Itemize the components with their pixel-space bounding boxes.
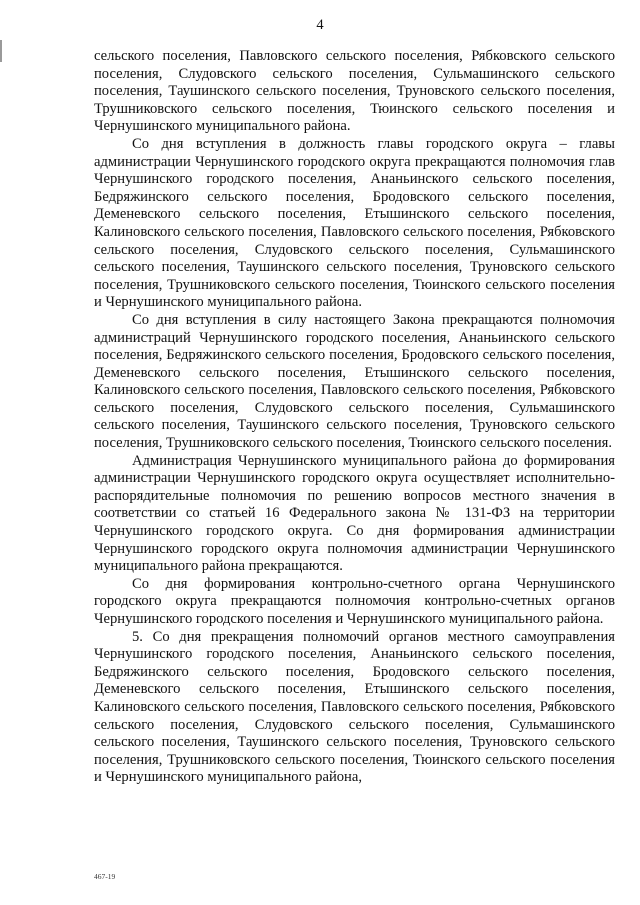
paragraph-heads-powers: Со дня вступления в должность главы городского округа – главы администрации Чернушинского городского округа прекращаются полномочия глав Чернушинского городского поселения, Ананьинского сельского поселения, Бедряжинского сельского поселения, Бродовского сельского поселения, Деменевского сельского поселения, Етышинского сельского поселения, Калиновского сельского поселения, Павловского сельского поселения, Рябковского сельского поселения, Слудовского сельского поселения, Сульмашинского сельского поселения, Таушинского сельского поселения, Труновского сельского поселения, Трушниковского сельского поселения, Тюинского сельского поселения и Чернушинского муниципального района. bbox=[94, 135, 615, 311]
paragraph-administrations-powers: Со дня вступления в силу настоящего Закона прекращаются полномочия администраций Чернушинского городского поселения, Ананьинского сельского поселения, Бедряжинского сельского поселения, Бродовского сельского поселения, Деменевского сельского поселения, Етышинского сельского поселения, Калиновского сельского поселения, Павловского сельского поселения, Рябковского сельского поселения, Слудовского сельского поселения, Сульмашинского сельского поселения, Таушинского сельского поселения, Труновского сельского поселения, Трушниковского сельского поселения, Тюинского сельского поселения. bbox=[94, 311, 615, 452]
document-body bbox=[94, 48, 615, 787]
footer-document-code: 467-19 bbox=[94, 872, 116, 881]
paragraph-item-5: 5. Со дня прекращения полномочий органов местного самоуправления Чернушинского городского поселения, Ананьинского сельского поселения, Бедряжинского сельского поселения, Бродовского сельского поселения, Деменевского сельского поселения, Етышинского сельского поселения, Калиновского сельского поселения, Павловского сельского поселения, Рябковского сельского поселения, Слудовского сельского поселения, Сульмашинского сельского поселения, Таушинского сельского поселения, Труновского сельского поселения, Трушниковского сельского поселения, Тюинского сельского поселения и Чернушинского муниципального района, bbox=[94, 628, 615, 786]
paragraph-district-administration: Администрация Чернушинского муниципального района до формирования администрации Чернушинского городского округа осуществляет исполнительно-распорядительные полномочия по решению вопросов местного значения в соответствии со статьей 16 Федерального закона № 131-ФЗ на территории Чернушинского городского округа. Со дня формирования администрации Чернушинского городского округа полномочия администрации Чернушинского муниципального района прекращаются. bbox=[94, 452, 615, 575]
scan-edge-mark bbox=[0, 40, 2, 62]
paragraph-continuation: сельского поселения, Павловского сельского поселения, Рябковского сельского поселения, Слудовского сельского поселения, Сульмашинского сельского поселения, Таушинского сельского поселения, Труновского сельского поселения, Трушниковского сельского поселения, Тюинского сельского поселения и Чернушинского муниципального района. bbox=[94, 48, 615, 135]
page-number: 4 bbox=[316, 17, 324, 33]
paragraph-audit-bodies: Со дня формирования контрольно-счетного органа Чернушинского городского округа прекращаются полномочия контрольно-счетных органов Чернушинского городского поселения и Чернушинского муниципального района. bbox=[94, 575, 615, 627]
